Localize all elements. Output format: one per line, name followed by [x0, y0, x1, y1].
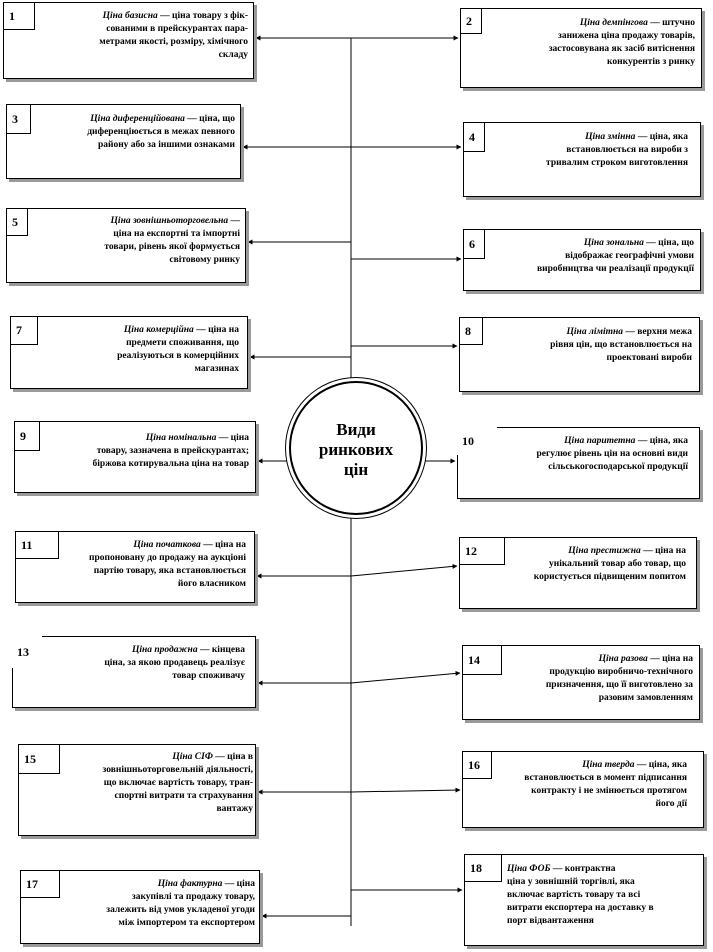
box-desc: — ціна, яка встановлюється на вироби з тривалим строком виготовлення [546, 132, 688, 168]
price-type-box-16 [462, 751, 704, 828]
box-desc: — ціна на унікальний товар або товар, що користується підвищеним попитом [533, 546, 686, 582]
box-desc: — ціна, яка встановлюється в момент підписання контракту і не змінюється протягом його дії [524, 760, 687, 809]
box-term: Ціна початкова [133, 540, 201, 550]
box-text [488, 237, 694, 276]
box-desc: — ціна товару з фік- сованими в прейскурантах пара- метрами якості, розміру, хімічного складу [99, 11, 248, 60]
box-desc: — штучно занижена ціна продажу товарів, застосовувана як засіб витіснення конкурентів з ринку [548, 18, 695, 67]
box-desc: — ціна, що диференціюється в межах певного району або за іншими ознаками [87, 114, 235, 150]
price-type-box-9 [14, 421, 256, 493]
price-type-box-14 [462, 645, 700, 720]
box-number: 3 [6, 104, 31, 134]
box-number: 9 [14, 421, 40, 451]
price-type-box-12 [459, 537, 697, 609]
box-number: 8 [459, 317, 483, 345]
box-desc: — ціна на пропоновану до продажу на аукціоні партію товару, яка встановлюється його власником [89, 540, 246, 589]
box-number: 5 [6, 208, 28, 236]
box-number: 18 [464, 854, 502, 882]
price-type-box-18 [464, 854, 704, 946]
price-type-box-8 [459, 317, 700, 392]
price-type-box-13 [12, 636, 256, 708]
box-term: Ціна разова [598, 654, 648, 664]
box-desc: — ціна на продукцію виробничо-технічного призначення, що її виготовлено за разовим замовленням [545, 654, 693, 703]
price-type-box-11 [15, 531, 255, 603]
box-number: 10 [457, 427, 497, 455]
price-type-box-3 [6, 104, 241, 179]
box-text [477, 863, 669, 928]
box-term: Ціна зональна [583, 238, 644, 248]
box-text [488, 326, 692, 365]
box-number: 1 [3, 2, 35, 30]
box-desc: — ціна, яка регулює рівень цін на основні види сільськогосподарської продукції [536, 436, 688, 472]
box-term: Ціна паритетна [564, 436, 636, 446]
price-type-box-17 [20, 870, 260, 944]
box-term: Ціна комерційна [123, 325, 194, 335]
price-type-box-4 [463, 122, 701, 197]
box-desc: — ціна закупівлі та продажу товару, залежить від умов укладеної угоди між імпортером та експортером [106, 879, 255, 928]
price-type-box-7 [10, 316, 248, 389]
box-text [45, 644, 245, 683]
box-text [508, 545, 686, 584]
box-text [32, 215, 240, 267]
box-text [35, 113, 235, 152]
box-term: Ціна базисна [102, 11, 158, 21]
center-title: Види ринкових цін [318, 420, 394, 479]
price-type-box-15 [18, 744, 256, 836]
box-desc: — ціна на експортні та імпортні товари, рівень якої формується світовому ринку [104, 216, 240, 265]
box-desc: — контрактна ціна у зовнішній торгівлі, яка включає вартість товару та всі витрати експортера на доставку в порт відвантаження [507, 864, 654, 926]
price-type-box-6 [463, 229, 701, 291]
box-term: Ціна продажна [131, 645, 198, 655]
box-desc: — ціна на предмети споживання, що реалізуються в комерційних магазинах [117, 325, 239, 374]
price-type-box-2 [460, 8, 702, 88]
box-number: 14 [462, 645, 502, 675]
price-type-box-1 [3, 2, 254, 79]
box-desc: — кінцева ціна, за якою продавець реалізує товар споживачу [104, 645, 245, 681]
box-term: Ціна зовнішньоторговельна [110, 216, 229, 226]
box-number: 2 [460, 8, 482, 34]
box-number: 16 [462, 751, 492, 779]
box-term: Ціна демпінгова [579, 18, 648, 28]
box-number: 15 [18, 744, 60, 774]
box-number: 11 [15, 531, 59, 559]
box-text [63, 878, 255, 930]
box-number: 4 [463, 122, 485, 152]
box-text [62, 539, 246, 591]
box-number: 7 [10, 316, 38, 345]
box-term: Ціна диференційована [90, 114, 185, 124]
box-term: Ціна змінна [585, 132, 636, 142]
box-term: Ціна ФОБ [507, 864, 551, 874]
price-type-box-5 [6, 208, 246, 283]
box-text [497, 759, 687, 811]
box-term: Ціна фактурна [157, 879, 223, 889]
box-text [502, 435, 688, 474]
box-text [43, 324, 239, 376]
price-type-box-10 [457, 427, 700, 499]
box-desc: — ціна товару, зазначена в прейскурантах; біржова котирувальна ціна на товар [92, 433, 249, 469]
box-number: 6 [463, 229, 485, 259]
box-term: Ціна тверда [582, 760, 635, 770]
box-text [63, 751, 253, 816]
box-desc: — ціна, що відображає географічні умови виробництва чи реалізації продукції [537, 238, 694, 274]
box-term: Ціна престижна [568, 546, 641, 556]
box-term: Ціна номінальна [145, 433, 217, 443]
box-text [505, 653, 693, 705]
box-number: 13 [12, 636, 42, 668]
box-text [43, 432, 249, 471]
box-desc: — верхня межа рівня цін, що встановлюється на проектовані вироби [550, 327, 692, 363]
box-text [490, 131, 688, 170]
box-text [487, 17, 695, 69]
box-term: Ціна СІФ [172, 752, 213, 762]
box-text [38, 10, 248, 62]
box-term: Ціна лімітна [566, 327, 624, 337]
box-number: 12 [459, 537, 505, 565]
box-desc: — ціна в зовнішньоторговельній діяльності, що включає вартість товару, тран- спортні витрати та страхування вантажу [102, 752, 253, 814]
box-number: 17 [20, 870, 60, 898]
